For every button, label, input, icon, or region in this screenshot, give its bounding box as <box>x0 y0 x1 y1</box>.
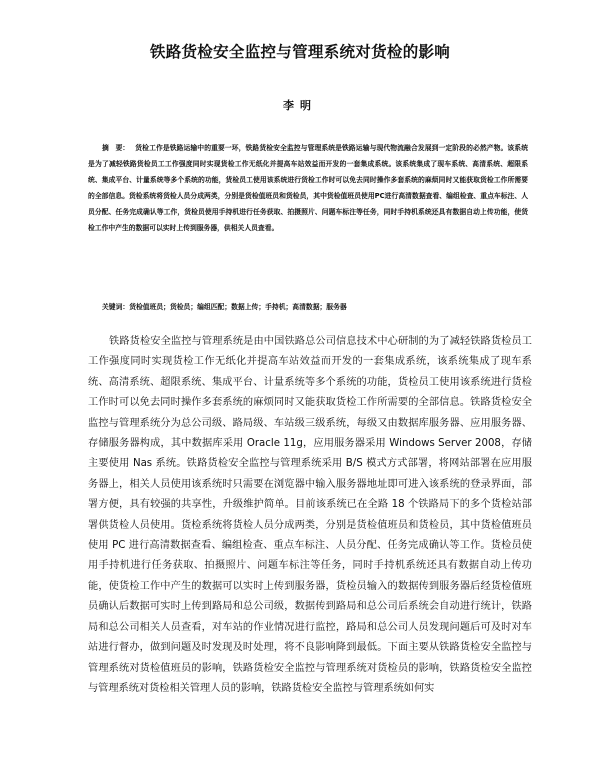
paper-author: 李明 <box>283 99 317 112</box>
paper-title: 铁路货检安全监控与管理系统对货检的影响 <box>149 43 451 61</box>
abstract <box>88 140 528 236</box>
abstract-text: 货检工作是铁路运输中的重要一环，铁路货检安全监控与管理系统是铁路运输与现代物流融合发展到一定阶段的必然产物。该系统是为了减轻铁路货检员工工作强度同时实现货检工作无纸化并提高车站效益而开发的一套集成系统。该系统集成了现车系统、高清系统、超限系统、集成平台、计量系统等多个系统的功能，货检员工使用该系统进行货检工作时可以免去同时操作多套系统的麻烦同时又能获取货检工作所需要的全部信息。货检系统将货检人员分成两类，分别是货检值班员和货检员，其中货检值班员使用PC进行高清数据查看、编组检查、重点车标注、人员分配、任务完成确认等工作，货检员使用手持机进行任务获取、拍摄照片、问题车标注等任务，同时手持机系统还具有数据自动上传功能，使货检工作中产生的数据可以实时上传到服务器，供相关人员查看。 <box>88 144 528 232</box>
keywords-label: 关键词： <box>102 303 130 311</box>
keywords-text: 货检值班员；货检员；编组匹配；数据上传；手持机；高清数据；服务器 <box>129 303 347 311</box>
abstract-label: 摘 要： <box>102 144 130 152</box>
keywords <box>102 299 532 315</box>
body-paragraph: 铁路货检安全监控与管理系统是由中国铁路总公司信息技术中心研制的为了减轻铁路货检员工工作强度同时实现货检工作无纸化并提高车站效益而开发的一套集成系统，该系统集成了现车系统、高清系统、超限系统、集成平台、计量系统等多个系统的功能，货检员工使用该系统进行货检工作时可以免去同时操作多套系统的麻烦同时又能获取货检工作所需要的全部信息。铁路货检安全监控与管理系统分为总公司级、路局级、车站级三级系统，每级又由数据库服务器、应用服务器、存储服务器构成，其中数据库采用 Oracle 11g，应用服务器采用 Windows Server 2008，存储主要使用 Nas 系统。铁路货检安全监控与管理系统采用 B/S 模式方式部署，将网站部署在应用服务器上，相关人员使用该系统时只需要在浏览器中输入服务器地址即可进入该系统的登录界面，部署方便，具有较强的共享性，升级维护简单。目前该系统已在全路 18 个铁路局下的多个货检站部署供货检人员使用。货检系统将货检人员分成两类，分别是货检值班员和货检员，其中货检值班员使用 PC 进行高清数据查看、编组检查、重点车标注、人员分配、任务完成确认等工作。货检员使用手持机进行任务获取、拍摄照片、问题车标注等任务，同时手持机系统还具有数据自动上传功能，使货检工作中产生的数据可以实时上传到服务器，货检员输入的数据传到服务器后经货检值班员确认后数据可实时上传到路局和总公司级，数据传到路局和总公司后系统会自动进行统计，铁路局和总公司相关人员查看，对车站的作业情况进行监控，路局和总公司人员发现问题后可及时对车站进行督办，做到问题及时发现及时处理，将不良影响降到最低。下面主要从铁路货检安全监控与管理系统对货检值班员的影响，铁路货检安全监控与管理系统对货检员的影响，铁路货检安全监控与管理系统对货检相关管理人员的影响，铁路货检安全监控与管理系统如何实 <box>88 336 532 694</box>
